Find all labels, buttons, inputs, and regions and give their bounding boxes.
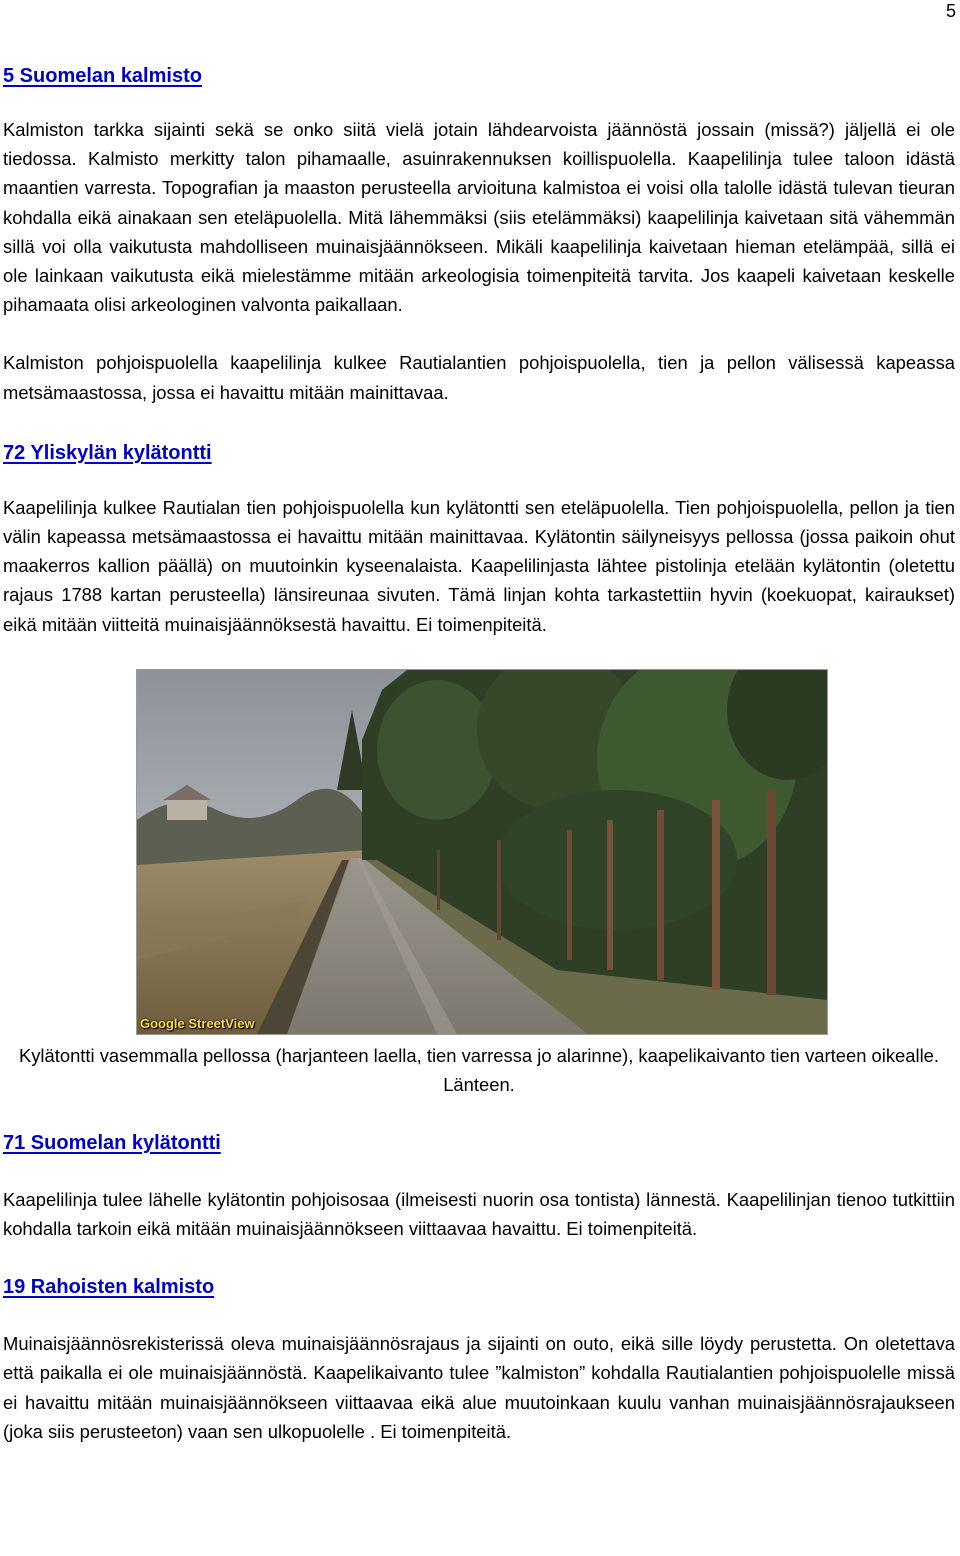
street-view-photo xyxy=(136,669,828,1035)
section-heading[interactable]: 5 Suomelan kalmisto xyxy=(3,65,202,87)
page-number: 5 xyxy=(945,1,956,21)
section-heading[interactable]: 19 Rahoisten kalmisto xyxy=(3,1276,215,1299)
section-yliskylan-kylatontti xyxy=(3,437,955,639)
street-view-figure xyxy=(3,669,955,1099)
section-rahoisten-kalmisto xyxy=(3,1271,955,1446)
paragraph: Kalmiston pohjoispuolella kaapelilinja kulkee Rautialantien pohjoispuolella, tien ja pellon välisessä kapeassa metsämaastossa, jossa ei havaittu mitään mainittavaa. xyxy=(3,352,955,403)
google-streetview-watermark: Google StreetView xyxy=(140,1015,255,1031)
paragraph: Kaapelilinja kulkee Rautialan tien pohjoispuolella kun kylätontti sen eteläpuolella. Tien pohjoispuolella, pellon ja tien välin kapeassa metsämaastossa ei havaittu mitään mainittavaa. Kylätontin säilyneisyys pellossa (jossa paikoin ohut maakerros kallion päällä) on muutoinkin kyseenalaista. Kaapelilinjasta lähtee pistolinja etelään kylätontin (oletettu rajaus 1788 kartan perusteella) länsireunaa sivuten. Tämä linjan kohta tarkastettiin hyvin (koekuopat, kairaukset) eikä mitään viitteitä muinaisjäännöksestä havaittu. Ei toimenpiteitä. xyxy=(3,496,955,635)
section-suomelan-kalmisto xyxy=(3,60,955,407)
section-heading[interactable]: 72 Yliskylän kylätontti xyxy=(3,441,212,464)
section-suomelan-kylatontti xyxy=(3,1127,955,1243)
figure-caption: Kylätontti vasemmalla pellossa (harjanteen laella, tien varressa jo alarinne), kaapelikaivanto tien varteen oikealle. Länteen. xyxy=(18,1044,940,1095)
paragraph: Kaapelilinja tulee lähelle kylätontin pohjoisosaa (ilmeisesti nuorin osa tontista) lännestä. Kaapelilinjan tienoo tutkittiin kohdalla tarkoin eikä mitään muinaisjäännökseen viittaavaa havaittu. Ei toimenpiteitä. xyxy=(3,1188,955,1240)
paragraph: Kalmiston tarkka sijainti sekä se onko siitä vielä jotain lähdearvoista jäännöstä jossain (missä?) jäljellä ei ole tiedossa. Kalmisto merkitty talon pihamaalle, asuinrakennuksen koillispuolella. Kaapelilinja tulee taloon idästä maantien varresta. Topografian ja maaston perusteella arvioituna kalmistoa ei voisi olla talolle idästä tulevan tieuran kohdalla eikä ainakaan sen eteläpuolella. Mitä lähemmäksi (siis etelämmäksi) kaapelilinja kaivetaan sitä vähemmän sillä voi olla vaikutusta mahdolliseen muinaisjäännökseen. Mikäli kaapelilinja kaivetaan hieman etelämpää, sillä ei ole lainkaan vaikutusta eikä mielestämme mitään arkeologisia toimenpiteitä tarvita. Jos kaapeli kaivetaan keskelle pihamaata olisi arkeologinen valvonta paikallaan. xyxy=(3,119,955,316)
document-body xyxy=(3,60,955,1446)
paragraph: Muinaisjäännösrekisterissä oleva muinaisjäännösrajaus ja sijainti on outo, eikä sille löydy perustetta. On oletettava että paikalla ei ole muinaisjäännöstä. Kaapelikaivanto tulee ”kalmiston” kohdalla Rautialantien pohjoispuolelle missä ei havaittu mitään muinaisjäännökseen viittaavaa eikä alue muutoinkaan kuulu vanhan muinaisjäännösrajaukseen (joka siis perusteeton) vaan sen ulkopuolelle . Ei toimenpiteitä. xyxy=(3,1333,955,1442)
section-heading[interactable]: 71 Suomelan kylätontti xyxy=(3,1131,221,1154)
